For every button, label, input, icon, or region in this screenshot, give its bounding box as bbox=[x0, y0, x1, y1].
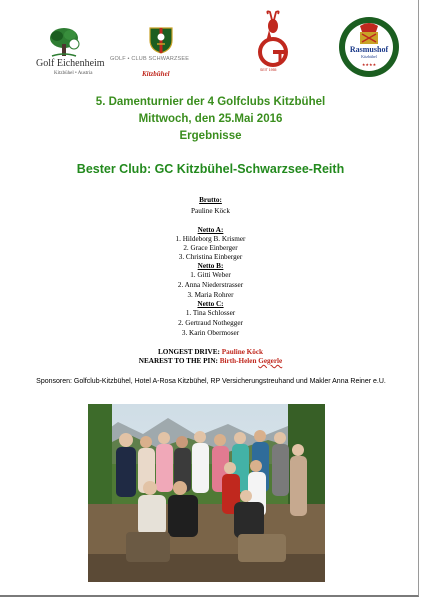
nearest-pin-label: NEAREST TO THE PIN: bbox=[138, 357, 218, 365]
chamois-g-icon bbox=[248, 10, 298, 68]
netto-c-entry-2: 2. Gertraud Nothegger bbox=[178, 319, 243, 327]
tournament-title: 5. Damenturnier der 4 Golfclubs Kitzbühel bbox=[95, 96, 326, 108]
longest-drive-label: LONGEST DRIVE: bbox=[157, 348, 220, 356]
gc-kitzbuehel-logo bbox=[248, 10, 298, 78]
best-club-heading: Bester Club: GC Kitzbühel-Schwarzsee-Reith bbox=[76, 162, 345, 176]
nearest-pin-winner-last: Gegerle bbox=[258, 357, 283, 365]
longest-drive-winner: Pauline Köck bbox=[221, 348, 264, 356]
netto-c-entry-3: 3. Karin Obermoser bbox=[181, 329, 240, 337]
brutto-heading: Brutto: bbox=[199, 196, 222, 204]
results-heading: Ergebnisse bbox=[179, 130, 242, 142]
schwarzsee-logo-subtext: Kitzbühel bbox=[142, 70, 170, 78]
netto-b-entry-1: 1. Gitti Weber bbox=[190, 271, 231, 279]
rasmushof-logo bbox=[338, 16, 400, 78]
group-photo bbox=[88, 404, 325, 582]
netto-b-entry-3: 3. Maria Rohrer bbox=[187, 291, 234, 299]
sponsors-text: Sponsoren: Golfclub-Kitzbühel, Hotel A-Rosa Kitzbühel, RP Versicherungstreuhand und Makler Anna Reiner e.U. bbox=[36, 378, 386, 385]
kitzbuehel-logo-year: SEIT 1955 bbox=[260, 68, 277, 72]
tournament-date: Mittwoch, den 25.Mai 2016 bbox=[138, 113, 283, 125]
nearest-pin-line bbox=[0, 357, 421, 365]
schwarzsee-logo-text: GOLF • CLUB SCHWARZSEE bbox=[110, 56, 190, 62]
gc-schwarzsee-logo bbox=[110, 26, 212, 82]
netto-a-heading: Netto A: bbox=[197, 226, 224, 234]
rasmushof-seal-text: Rasmushof bbox=[349, 45, 389, 54]
crest-icon bbox=[148, 26, 174, 54]
netto-a-entry-3: 3. Christina Einberger bbox=[178, 253, 243, 261]
eichenheim-logo-subtext: Kitzbühel • Austria bbox=[54, 71, 93, 76]
netto-a-entry-1: 1. Hildeborg B. Krismer bbox=[175, 235, 246, 243]
rasmushof-seal-subtext: Kitzbühel bbox=[361, 54, 377, 59]
golf-eichenheim-logo bbox=[36, 26, 108, 82]
longest-drive-line bbox=[0, 348, 421, 356]
netto-a-entry-2: 2. Grace Einberger bbox=[183, 244, 238, 252]
netto-b-entry-2: 2. Anna Niederstrasser bbox=[177, 281, 244, 289]
rasmushof-seal-icon bbox=[338, 16, 400, 78]
eichenheim-logo-text: Golf Eichenheim bbox=[36, 58, 105, 69]
brutto-winner: Pauline Köck bbox=[191, 207, 230, 215]
netto-b-heading: Netto B: bbox=[197, 262, 224, 270]
netto-c-heading: Netto C: bbox=[197, 300, 224, 308]
rasmushof-stars: ★★★★ bbox=[361, 62, 377, 67]
oak-tree-icon bbox=[44, 26, 84, 60]
netto-c-entry-1: 1. Tina Schlosser bbox=[185, 309, 236, 317]
nearest-pin-winner-first: Birth-Helen bbox=[219, 357, 259, 365]
